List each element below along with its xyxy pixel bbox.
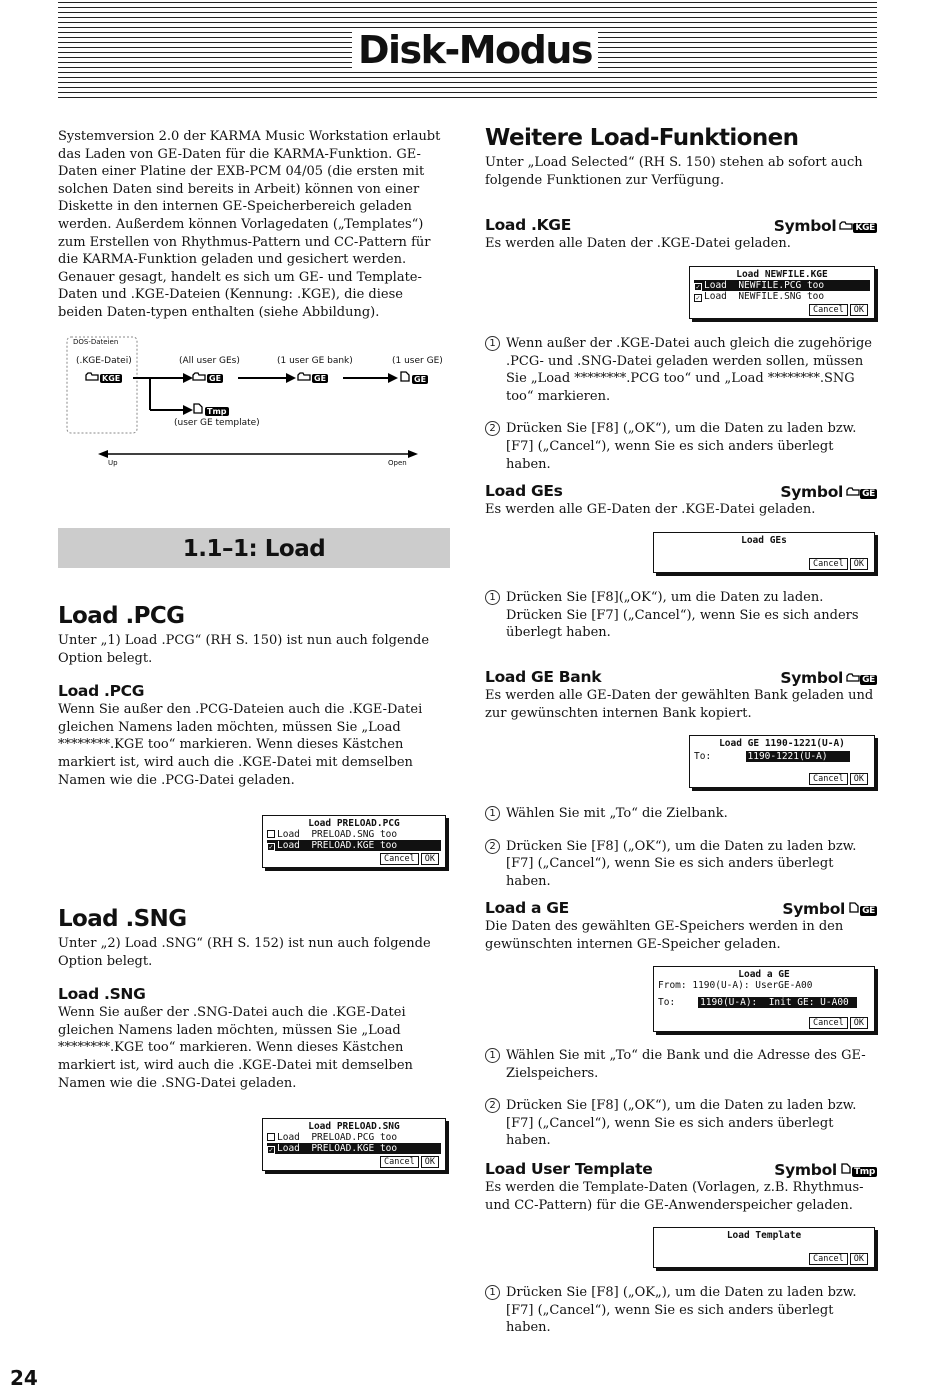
bank-step-2: 2 Drücken Sie [F8] („OK“), um die Daten zu laden bzw. [F7] („Cancel“), wenn Sie es sich anders überlegt haben.: [485, 838, 877, 891]
pcg-too-checkbox[interactable]: ✓ Load NEWFILE.PCG too: [694, 280, 870, 291]
from-label: From:: [658, 980, 687, 991]
up-label: Up: [108, 459, 118, 467]
folder-kge-icon: KGE: [85, 371, 122, 384]
pcg-lcd: [262, 815, 446, 868]
pcg-subheading: Load .PCG: [58, 682, 145, 701]
age-step-1: 1 Wählen Sie mit „To“ die Bank und die Adresse des GE-Zielspeichers.: [485, 1047, 877, 1082]
lcd-title: Load PRELOAD.SNG: [308, 1121, 400, 1132]
lcd-title: Load NEWFILE.KGE: [736, 269, 828, 280]
file-type-diagram: [58, 335, 450, 470]
folder-ge-bank-icon: GE: [297, 371, 328, 384]
sng-desc: Unter „2) Load .SNG“ (RH S. 152) ist nun auch folgende Option belegt.: [58, 936, 431, 969]
lcd-title: Load a GE: [738, 969, 790, 980]
file-tmp-icon: Tmp: [192, 403, 229, 417]
folder-kge-icon: KGE: [839, 215, 877, 238]
kge-step-2: 2 Drücken Sie [F8] („OK“), um die Daten zu laden bzw. [F7] („Cancel“), wenn Sie es sich anders überlegt haben.: [485, 420, 877, 473]
file-tmp-icon: Tmp: [840, 1159, 877, 1182]
dos-label: DOS-Dateien: [73, 338, 119, 346]
sng-heading: Load .SNG: [58, 906, 187, 932]
lcd-title: Load PRELOAD.PCG: [308, 818, 400, 829]
ges-heading: Load GEs Symbol GE: [485, 481, 877, 501]
pcg-heading: Load .PCG: [58, 603, 185, 629]
ges-step-1: 1 Drücken Sie [F8](„OK“), um die Daten zu laden. Drücken Sie [F7] („Cancel“), wenn Sie es sich anders überlegt haben.: [485, 589, 877, 642]
ok-button[interactable]: OK: [850, 304, 868, 316]
kge-text: Es werden alle Daten der .KGE-Datei geladen.: [485, 236, 791, 251]
tpl-step-1: 1 Drücken Sie [F8] („OK„), um die Daten zu laden bzw. [F7] („Cancel“), wenn Sie es sich anders überlegt haben.: [485, 1284, 877, 1337]
sng-text: Wenn Sie außer der .SNG-Datei auch die .KGE-Datei gleichen Namens laden möchten, müssen Sie „Load ********.KGE too“ markieren. Wenn dieses Kästchen markiert ist, wird auch die .KGE-Datei mit demselben Namen wie die .SNG-Datei geladen.: [58, 1005, 413, 1091]
cancel-button[interactable]: Cancel: [809, 558, 848, 570]
kge-heading: Load .KGE Symbol KGE: [485, 215, 877, 235]
cancel-button[interactable]: Cancel: [809, 304, 848, 316]
folder-ge-icon: GE: [846, 481, 877, 504]
cancel-button[interactable]: Cancel: [380, 1156, 419, 1168]
to-bank-field[interactable]: 1190-1221(U-A): [746, 751, 850, 762]
one-bank-label: (1 user GE bank): [277, 356, 353, 366]
ok-button[interactable]: OK: [850, 558, 868, 570]
file-ge-icon: GE: [848, 898, 877, 921]
lcd-title: Load Template: [726, 1230, 802, 1241]
folder-ge-icon: GE: [846, 667, 877, 690]
file-ge-icon: GE: [399, 371, 428, 385]
folder-ge-icon: GE: [192, 371, 223, 384]
cancel-button[interactable]: Cancel: [809, 1017, 848, 1029]
age-text: Die Daten des gewählten GE-Speichers werden in den gewünschten internen GE-Speicher geladen.: [485, 919, 844, 952]
more-desc: Unter „Load Selected“ (RH S. 150) stehen ab sofort auch folgende Funktionen zur Verfügung.: [485, 155, 863, 188]
ok-button[interactable]: OK: [850, 1253, 868, 1265]
sng-lcd: [262, 1118, 446, 1171]
bank-lcd: [689, 735, 875, 788]
to-label: To:: [658, 997, 676, 1008]
pcg-desc: Unter „1) Load .PCG“ (RH S. 150) ist nun auch folgende Option belegt.: [58, 633, 430, 666]
all-user-label: (All user GEs): [179, 356, 240, 366]
tpl-heading: Load User Template Symbol Tmp: [485, 1159, 877, 1179]
tpl-lcd: [653, 1227, 875, 1268]
more-heading: Weitere Load-Funktionen: [485, 125, 799, 151]
ges-text: Es werden alle GE-Daten der .KGE-Datei geladen.: [485, 502, 816, 517]
age-heading: Load a GE Symbol GE: [485, 898, 877, 918]
intro-paragraph: Systemversion 2.0 der KARMA Music Workstation erlaubt das Laden von GE-Daten für die KARMA-Funktion. GE-Daten einer Platine der EXB-PCM 04/05 (die ersten mit solchen Daten sind bereits in Arbeit) können von einer Diskette in den internen GE-Speicherbereich geladen werden. Außerdem können Vorlagedaten („Templates“) zum Erstellen von Rhythmus-Pattern und CC-Pattern für die KARMA-Funktion geladen und gesichert werden. Genauer gesagt, handelt es sich um GE- und Template-Daten und .KGE-Dateien (Kennung: .KGE), die diese beiden Daten-typen enthalten (siehe Abbildung).: [58, 129, 441, 320]
to-field[interactable]: 1190(U-A): Init GE: U-A00: [698, 997, 857, 1008]
cancel-button[interactable]: Cancel: [809, 773, 848, 785]
kge-step-1: 1 Wenn außer der .KGE-Datei auch gleich die zugehörige .PCG- und .SNG-Datei geladen werden sollen, müssen Sie „Load ********.PCG too“ und „Load ********.SNG too“ markieren.: [485, 335, 877, 405]
pcg-too-checkbox[interactable]: Load PRELOAD.PCG too: [267, 1132, 441, 1143]
to-label: To:: [694, 751, 712, 762]
section-title: 1.1–1: Load: [58, 528, 450, 568]
ok-button[interactable]: OK: [850, 1017, 868, 1029]
tpl-text: Es werden die Template-Daten (Vorlagen, z.B. Rhythmus- und CC-Pattern) für die GE-Anwenderspeicher geladen.: [485, 1180, 864, 1213]
sng-too-checkbox[interactable]: Load PRELOAD.SNG too: [267, 829, 441, 840]
kge-too-checkbox[interactable]: ✓ Load PRELOAD.KGE too: [267, 840, 441, 851]
template-label: (user GE template): [174, 418, 260, 428]
ges-lcd: [653, 532, 875, 573]
lcd-title: Load GEs: [741, 535, 787, 546]
kge-file-label: (.KGE-Datei): [76, 356, 132, 366]
lcd-title: Load GE 1190-1221(U-A): [719, 738, 845, 749]
pcg-text: Wenn Sie außer den .PCG-Dateien auch die .KGE-Datei gleichen Namens laden möchten, müssen Sie „Load ********.KGE too“ markieren. Wenn dieses Kästchen markiert ist, wird auch die .KGE-Datei mit demselben Namen wie die .PCG-Datei geladen.: [58, 702, 423, 788]
ok-button[interactable]: OK: [850, 773, 868, 785]
page-number: 24: [10, 1366, 38, 1390]
one-ge-label: (1 user GE): [392, 356, 443, 366]
kge-lcd: [689, 266, 875, 319]
from-field[interactable]: 1190(U-A): UserGE-A00: [692, 980, 813, 991]
bank-step-1: 1 Wählen Sie mit „To“ die Zielbank.: [485, 805, 877, 823]
cancel-button[interactable]: Cancel: [809, 1253, 848, 1265]
bank-heading: Load GE Bank Symbol GE: [485, 667, 877, 687]
age-lcd: [653, 966, 875, 1032]
page-title: Disk-Modus: [352, 28, 598, 72]
bank-text: Es werden alle GE-Daten der gewählten Bank geladen und zur gewünschten internen Bank kopiert.: [485, 688, 874, 721]
ok-button[interactable]: OK: [421, 853, 439, 865]
cancel-button[interactable]: Cancel: [380, 853, 419, 865]
open-label: Open: [388, 459, 407, 467]
ok-button[interactable]: OK: [421, 1156, 439, 1168]
sng-subheading: Load .SNG: [58, 985, 146, 1004]
kge-too-checkbox[interactable]: ✓ Load PRELOAD.KGE too: [267, 1143, 441, 1154]
sng-too-checkbox[interactable]: ✓ Load NEWFILE.SNG too: [695, 291, 825, 302]
age-step-2: 2 Drücken Sie [F8] („OK“), um die Daten zu laden bzw. [F7] („Cancel“), wenn Sie es sich anders überlegt haben.: [485, 1097, 877, 1150]
